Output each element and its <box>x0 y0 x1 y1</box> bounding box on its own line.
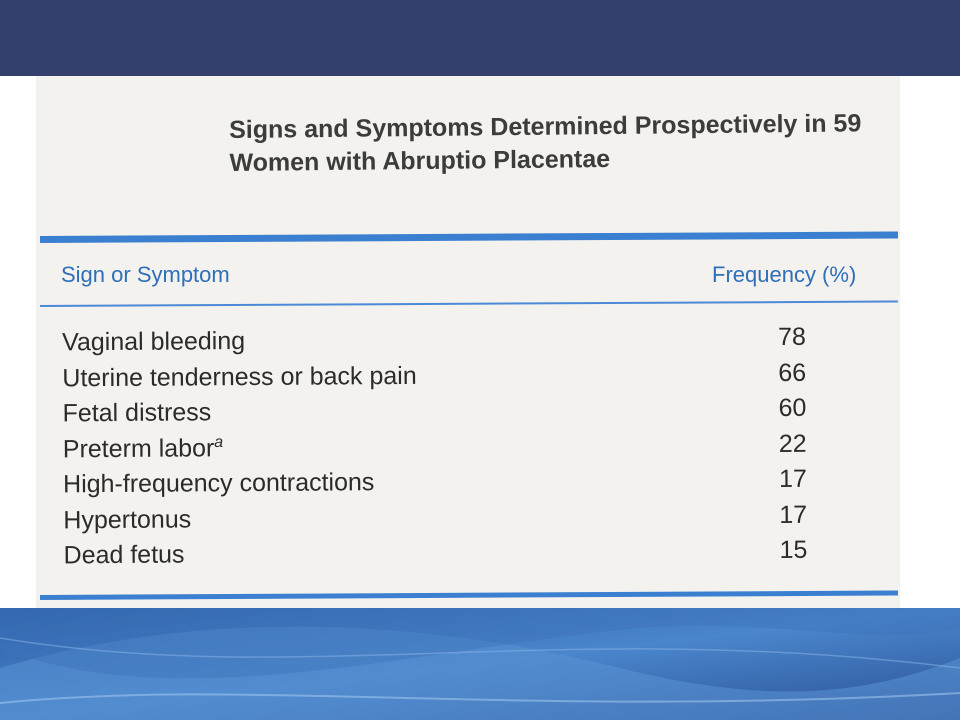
slide-header-bar <box>0 0 960 76</box>
frequency-cell: 15 <box>779 535 808 564</box>
table-title: Signs and Symptoms Determined Prospectively in 59 Women with Abruptio Placentae <box>229 109 862 177</box>
frequency-cell: 66 <box>778 358 807 387</box>
table-body <box>62 323 824 577</box>
table-row <box>63 465 823 506</box>
column-header-sign: Sign or Symptom <box>61 262 230 287</box>
table-row <box>63 536 823 577</box>
sign-cell: Fetal distress <box>62 398 212 428</box>
sign-cell: Vaginal bleeding <box>62 327 246 357</box>
frequency-cell: 22 <box>778 429 807 458</box>
scanned-table-page <box>36 76 900 608</box>
sign-cell: Dead fetus <box>63 540 185 570</box>
sign-cell: High-frequency contractions <box>62 468 375 499</box>
table-bottom-rule <box>40 591 898 600</box>
frequency-cell: 17 <box>778 464 807 493</box>
column-header-frequency: Frequency (%) <box>712 262 857 287</box>
frequency-cell: 78 <box>777 322 806 352</box>
slide-footer-wave <box>0 608 960 720</box>
table-row <box>63 500 823 541</box>
footnote-marker: a <box>214 433 224 451</box>
table-top-rule <box>40 232 898 243</box>
table-header-rule <box>40 301 898 307</box>
table-row <box>63 429 823 470</box>
table-row <box>62 358 822 399</box>
frequency-cell: 17 <box>779 500 808 529</box>
table-row <box>62 394 822 435</box>
table-row <box>62 323 822 364</box>
sign-cell: Hypertonus <box>63 504 192 534</box>
sign-cell: Preterm labor$^a$ <box>62 433 224 463</box>
sign-cell: Uterine tenderness or back pain <box>62 361 417 392</box>
frequency-cell: 60 <box>778 393 807 422</box>
